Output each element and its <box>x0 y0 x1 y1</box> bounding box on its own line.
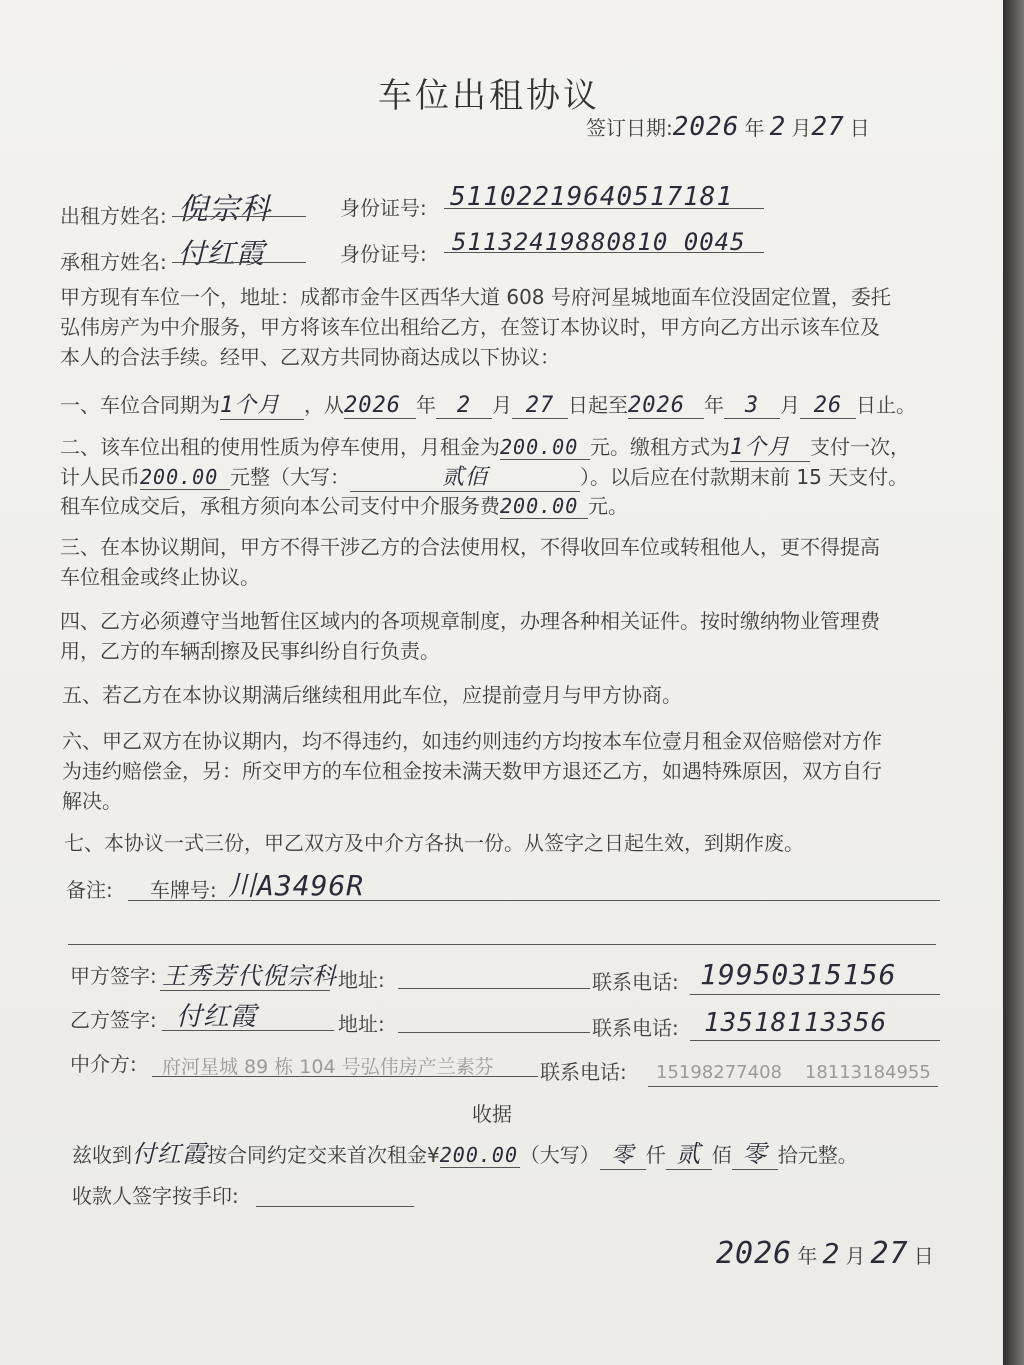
intro-line-1: 甲方现有车位一个，地址：成都市金牛区西华大道 608 号府河星城地面车位没固定位置，委托 <box>60 285 891 309</box>
intro-line-3: 本人的合法手续。经甲、乙双方共同协商达成以下协议： <box>60 345 560 369</box>
final-date-month-unit: 月 <box>845 1244 866 1268</box>
clause-2-fee-unit: 元。 <box>588 494 628 518</box>
clause-2-lead: 二、该车位出租的使用性质为停车使用，月租金为 <box>60 435 500 459</box>
partyB-address-underline <box>398 1032 590 1033</box>
clause-1-start-day: 27 <box>512 393 568 419</box>
agent-phone-label: 联系电话: <box>540 1060 627 1084</box>
final-date-year: 2026 <box>716 1236 793 1271</box>
remark-plate: 川A3496R <box>228 869 365 902</box>
clause-6 <box>62 726 952 816</box>
sign-date-year: 2026 <box>672 112 740 142</box>
partyA-sign-label: 甲方签字: <box>70 964 157 988</box>
partyA-phone: 19950315156 <box>700 958 897 991</box>
clause-2-pay-period: 1个月 <box>730 430 810 462</box>
final-date-month: 2 <box>822 1237 841 1270</box>
partyA-phone-underline <box>690 994 940 995</box>
receipt-ten-unit: 拾元整。 <box>777 1143 858 1167</box>
receipt-caps-label: （大写） <box>519 1143 600 1167</box>
clause-3 <box>60 532 950 592</box>
partyA-address-label: 地址: <box>338 968 385 992</box>
receipt-hundred: 贰 <box>666 1134 712 1170</box>
lessor-label: 出租方姓名: <box>60 204 167 228</box>
clause-1-end-day: 26 <box>800 393 856 419</box>
sign-date <box>586 112 870 142</box>
clause-6-line-3: 解决。 <box>62 789 122 813</box>
final-date-day: 27 <box>870 1236 909 1271</box>
clause-1 <box>60 388 916 420</box>
receipt-desc: 按合同约定交来首次租金¥ <box>207 1143 440 1167</box>
clause-1-end: 日止。 <box>856 393 916 417</box>
clause-1-lead: 一、车位合同期为 <box>60 393 220 417</box>
agent-phone: 15198277408 18113184955 <box>656 1062 931 1083</box>
partyB-address-label: 地址: <box>338 1012 385 1036</box>
clause-7: 七、本协议一式三份，甲乙双方及中介方各执一份。从签字之日起生效，到期作废。 <box>64 831 804 855</box>
partyA-phone-label: 联系电话: <box>592 970 679 994</box>
clause-1-term: 1个月 <box>220 388 304 420</box>
agent-label: 中介方: <box>70 1052 137 1076</box>
clause-1-end-year: 2026 <box>628 393 704 419</box>
partyB-phone-underline <box>690 1040 940 1041</box>
receipt-title: 收据 <box>472 1102 512 1126</box>
sign-date-year-unit: 年 <box>744 116 765 140</box>
clause-4-line-1: 四、乙方必须遵守当地暂住区域内的各项规章制度，办理各种相关证件。按时缴纳物业管理费 <box>60 609 880 633</box>
clause-1-start-month: 2 <box>436 393 492 419</box>
lessor-id-label: 身份证号: <box>340 196 427 220</box>
partyB-signature: 付红霞 <box>176 1002 258 1032</box>
background-edge <box>1003 0 1024 1365</box>
receipt-hundred-unit: 佰 <box>711 1143 732 1167</box>
clause-6-line-2: 为违约赔偿金，另：所交甲方的车位租金按未满天数甲方退还乙方，如遇特殊原因，双方自行 <box>62 759 882 783</box>
receipt-line <box>72 1134 858 1170</box>
clause-2-line-2 <box>60 460 908 492</box>
receipt-ten: 零 <box>732 1134 778 1170</box>
clause-1-until: 日起至 <box>568 393 628 417</box>
clause-1-end-month: 3 <box>724 393 780 419</box>
clause-2-schedule: ）。以后应在付款期末前 15 天支付。 <box>580 465 909 489</box>
clause-2-rent: 200.00 <box>500 435 590 460</box>
clause-1-from: ，从 <box>304 393 344 417</box>
receipt-thousand-unit: 仟 <box>645 1143 666 1167</box>
lessee-id-underline <box>444 252 764 253</box>
sign-date-month-unit: 月 <box>791 116 812 140</box>
lessee-name-underline <box>172 262 306 263</box>
sign-date-day-unit: 日 <box>849 116 870 140</box>
clause-2-total-label: 计人民币 <box>60 465 140 489</box>
clause-2-fee: 200.00 <box>500 494 588 519</box>
clause-2-pay-label: 元。缴租方式为 <box>590 435 730 459</box>
clause-2-fee-label: 租车位成交后，承租方须向本公司支付中介服务费 <box>60 494 500 518</box>
clause-3-line-2: 车位租金或终止协议。 <box>60 565 260 589</box>
final-date <box>716 1236 934 1271</box>
clause-2-line-3 <box>60 490 628 519</box>
receipt-sign-label: 收款人签字按手印: <box>72 1184 239 1208</box>
clause-2-caps-label: 元整（大写： <box>230 465 350 489</box>
clause-1-start-year: 2026 <box>344 393 416 419</box>
receipt-amount: 200.00 <box>439 1143 518 1167</box>
clause-2-line-1 <box>60 430 910 462</box>
lessor-name: 倪宗科 <box>178 192 271 227</box>
partyB-sign-label: 乙方签字: <box>70 1008 157 1032</box>
clause-4-line-2: 用，乙方的车辆刮擦及民事纠纷自行负责。 <box>60 639 440 663</box>
agent-underline <box>152 1076 538 1077</box>
partyA-sign-underline <box>160 990 330 991</box>
clause-6-line-1: 六、甲乙双方在协议期内，均不得违约，如违约则违约方均按本车位壹月租金双倍赔偿对方作 <box>62 729 882 753</box>
clause-2-once: 支付一次， <box>810 435 910 459</box>
sign-date-day: 27 <box>811 112 845 142</box>
receipt-payer: 付红霞 <box>132 1140 207 1168</box>
clause-4 <box>60 606 950 666</box>
intro-line-2: 弘伟房产为中介服务，甲方将该车位出租给乙方，在签订本协议时，甲方向乙方出示该车位及 <box>60 315 880 339</box>
receipt-sign-underline <box>256 1206 414 1207</box>
partyA-address-underline <box>398 988 590 989</box>
remark-label: 备注: <box>66 878 113 902</box>
partyA-signature: 王秀芳代倪宗科 <box>162 962 337 990</box>
document-title: 车位出租协议 <box>378 76 600 116</box>
receipt-received-label: 兹收到 <box>72 1143 132 1167</box>
clause-1-year-unit-1: 年 <box>416 393 436 417</box>
final-date-day-unit: 日 <box>913 1244 934 1268</box>
partyB-sign-underline <box>162 1030 334 1031</box>
agent-value: 府河星城 89 栋 104 号弘伟房产兰素芬 <box>162 1056 494 1078</box>
lessee-id-label: 身份证号: <box>340 242 427 266</box>
clause-1-year-unit-2: 年 <box>704 393 724 417</box>
sign-date-month: 2 <box>769 112 787 142</box>
clause-5: 五、若乙方在本协议期满后继续租用此车位，应提前壹月与甲方协商。 <box>62 683 682 707</box>
clause-2-amount: 200.00 <box>140 465 230 490</box>
lessor-id-underline <box>444 208 764 209</box>
lessee-id: 51132419880810 0045 <box>452 228 746 256</box>
intro-paragraph <box>60 282 950 372</box>
remark-underline-1 <box>128 900 940 901</box>
lessee-label: 承租方姓名: <box>60 250 167 274</box>
clause-1-month-unit-1: 月 <box>492 393 512 417</box>
lessee-name: 付红霞 <box>178 237 266 270</box>
remark-plate-label: 车牌号: <box>150 878 217 902</box>
agent-phone-underline <box>648 1086 938 1087</box>
partyB-phone-label: 联系电话: <box>592 1016 679 1040</box>
clause-3-line-1: 三、在本协议期间，甲方不得干涉乙方的合法使用权，不得收回车位或转租他人，更不得提高 <box>60 535 880 559</box>
lessor-name-underline <box>172 216 306 217</box>
lessor-id: 51102219640517181 <box>450 182 734 212</box>
sign-date-label: 签订日期: <box>586 116 673 140</box>
remark-underline-2 <box>68 944 936 945</box>
final-date-year-unit: 年 <box>797 1244 818 1268</box>
receipt-thousand: 零 <box>600 1138 646 1170</box>
partyB-phone: 13518113356 <box>704 1008 888 1038</box>
clause-1-month-unit-2: 月 <box>780 393 800 417</box>
clause-2-caps: 贰佰 <box>350 460 580 492</box>
